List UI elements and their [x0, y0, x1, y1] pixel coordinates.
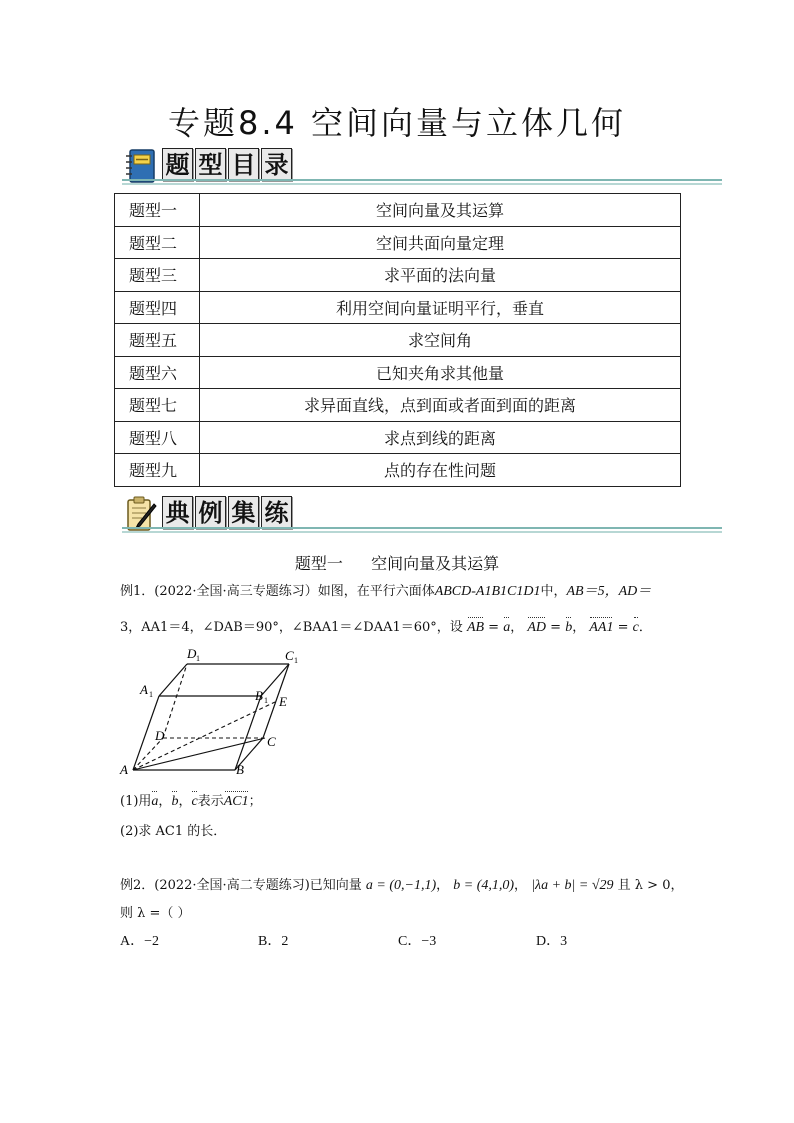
label-d: D — [155, 728, 165, 743]
vector-ad: AD — [527, 620, 547, 635]
toc-type: 题型二 — [115, 226, 200, 259]
vector-a-value: a = (0,−1,1) — [365, 878, 437, 893]
section-banner-examples — [122, 496, 722, 536]
banner-char: 集 — [228, 496, 259, 529]
label-c1-sub: 1 — [294, 656, 298, 665]
q1-prefix: (1)用 — [120, 794, 152, 809]
label-a1-sub: 1 — [149, 690, 153, 699]
table-row — [115, 389, 681, 422]
subheading-topic: 空间向量及其运算 — [371, 554, 500, 573]
table-row — [115, 291, 681, 324]
toc-type: 题型九 — [115, 454, 200, 487]
example1-line1 — [120, 580, 651, 600]
toc-type: 题型八 — [115, 421, 200, 454]
table-row — [115, 421, 681, 454]
edge-b1c1 — [261, 664, 289, 696]
modulus-condition: |λa + b| = √29 — [531, 878, 614, 893]
toc-type: 题型七 — [115, 389, 200, 422]
option-a[interactable]: A．−2 — [120, 934, 160, 949]
toc-type: 题型五 — [115, 324, 200, 357]
vector-ac1: AC1 — [223, 794, 249, 809]
toc-topic: 求平面的法向量 — [200, 259, 681, 292]
option-c[interactable]: C．−3 — [398, 934, 437, 949]
banner-char: 练 — [261, 496, 292, 529]
toc-table — [114, 193, 681, 487]
q1-mid: 表示 — [197, 794, 224, 809]
label-e: E — [279, 694, 287, 709]
example1-prefix: 例1．(2022·全国·高三专题练习）如图，在平行六面体 — [120, 584, 435, 599]
table-row — [115, 259, 681, 292]
toc-topic: 求点到线的距离 — [200, 421, 681, 454]
vector-b: b — [565, 620, 573, 635]
example2-line1: 例2．(2022·全国·高二专题练习)已知向量 a = (0,−1,1)， b = (4,1,0)， |λa + b| = √29 且 λ > 0， — [120, 878, 684, 893]
label-b1-sub: 1 — [264, 696, 268, 705]
diagonal-ac — [133, 738, 265, 770]
toc-topic: 空间共面向量定理 — [200, 226, 681, 259]
edge-bb1 — [235, 696, 261, 770]
parallelepiped-figure — [115, 640, 315, 780]
table-row — [115, 356, 681, 389]
section-banner-toc — [122, 148, 722, 188]
example1-line2: 3，AA1＝4，∠DAB＝90°，∠BAA1＝∠DAA1＝60°，设 AB = a， AD = b， AA1 = c． — [120, 620, 652, 635]
toc-topic: 空间向量及其运算 — [200, 194, 681, 227]
vector-aa1: AA1 — [589, 620, 614, 635]
example1-question1: (1)用a，b，c表示AC1； — [120, 794, 262, 809]
solid-name: ABCD-A1B1C1D1 — [434, 584, 541, 599]
toc-type: 题型一 — [115, 194, 200, 227]
label-d1: D — [187, 646, 197, 661]
option-b[interactable]: B．2 — [258, 934, 289, 949]
table-row — [115, 226, 681, 259]
vector-ab: AB — [466, 620, 485, 635]
example1-ab: AB＝5，AD＝ — [566, 584, 652, 599]
toc-topic: 已知夹角求其他量 — [200, 356, 681, 389]
toc-type: 题型四 — [115, 291, 200, 324]
example1-question2: (2)求 AC1 的长． — [120, 824, 227, 839]
toc-type: 题型三 — [115, 259, 200, 292]
vector-a: a — [151, 794, 159, 809]
label-a1: A — [140, 682, 148, 697]
label-d1-sub: 1 — [196, 654, 200, 663]
banner-char: 典 — [162, 496, 193, 529]
subheading-type: 题型一 — [294, 554, 343, 573]
q1-end: ； — [248, 794, 262, 809]
vector-b: b — [171, 794, 179, 809]
subheading — [0, 551, 794, 574]
option-d[interactable]: D．3 — [536, 934, 568, 949]
page-title: 专题8.4 空间向量与立体几何 — [167, 104, 627, 142]
example1-mid: 中， — [540, 584, 567, 599]
toc-topic: 利用空间向量证明平行，垂直 — [200, 291, 681, 324]
vector-c: c — [632, 620, 639, 635]
table-row — [115, 454, 681, 487]
banner-char: 录 — [261, 148, 292, 181]
banner-char: 例 — [195, 496, 226, 529]
toc-topic: 点的存在性问题 — [200, 454, 681, 487]
edge-dd1-hidden — [163, 664, 187, 738]
toc-type: 题型六 — [115, 356, 200, 389]
banner-char: 题 — [162, 148, 193, 181]
label-a: A — [120, 762, 128, 777]
toc-topic: 求异面直线，点到面或者面到面的距离 — [200, 389, 681, 422]
banner-char: 目 — [228, 148, 259, 181]
example2-line2: 则 λ =（ ） — [120, 906, 191, 921]
label-b1: B — [255, 688, 263, 703]
example2-prefix: 例2．(2022·全国·高二专题练习)已知向量 — [120, 878, 362, 893]
banner-char: 型 — [195, 148, 226, 181]
label-c1: C — [285, 648, 294, 663]
table-row — [115, 324, 681, 357]
label-c: C — [267, 734, 276, 749]
lambda-condition: 且 λ > 0 — [617, 878, 671, 893]
edge-a1d1 — [159, 664, 187, 696]
vector-c: c — [191, 794, 198, 809]
toc-topic: 求空间角 — [200, 324, 681, 357]
table-row — [115, 194, 681, 227]
vector-b-value: b = (4,1,0) — [453, 878, 515, 893]
vector-a: a — [503, 620, 511, 635]
label-b: B — [236, 762, 244, 777]
example1-givens: 3，AA1＝4，∠DAB＝90°，∠BAA1＝∠DAA1＝60°，设 — [120, 620, 463, 635]
